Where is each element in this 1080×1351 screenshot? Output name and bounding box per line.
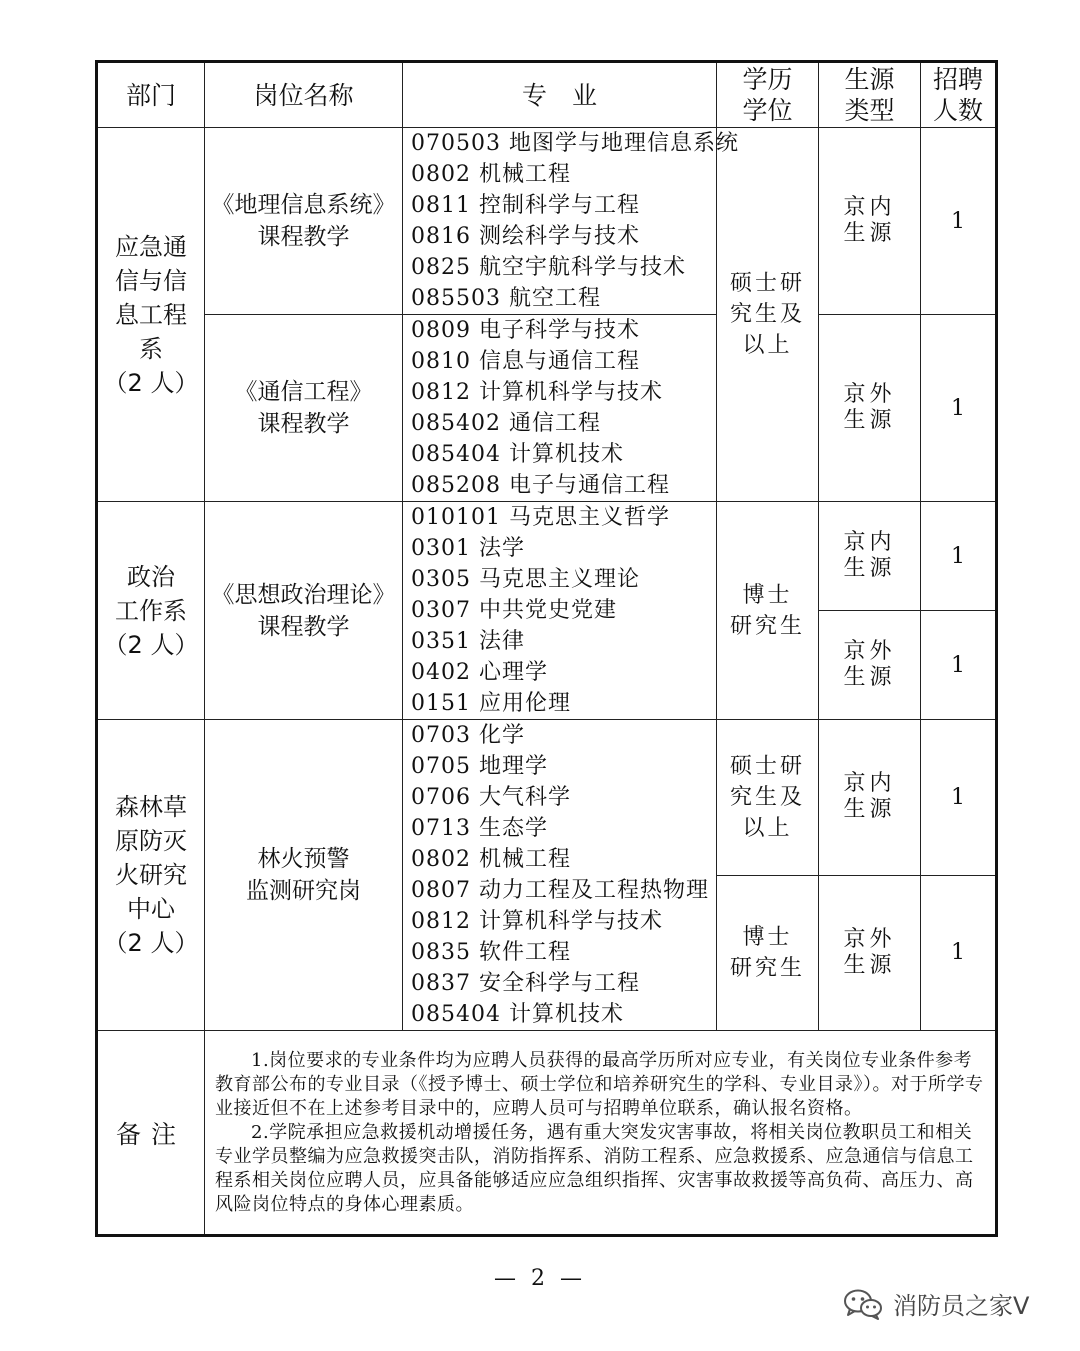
majors-cell: 0809 电子科学与技术 0810 信息与通信工程 0812 计算机科学与技术 085402 通信工程 085404 计算机技术 085208 电子与通信工程 [403, 315, 717, 502]
table-row [97, 502, 997, 611]
table-row [97, 720, 997, 876]
remarks-row [97, 1031, 997, 1236]
majors-cell: 010101 马克思主义哲学 0301 法学 0305 马克思主义理论 0307 中共党史党建 0351 法律 0402 心理学 0151 应用伦理 [403, 502, 717, 720]
header-education: 学历 学位 [717, 62, 819, 128]
position-cell: 《思想政治理论》 课程教学 [205, 502, 403, 720]
source-cell: 京外 生源 [819, 315, 921, 502]
position-cell: 林火预警 监测研究岗 [205, 720, 403, 1031]
remark-item: 1.岗位要求的专业条件均为应聘人员获得的最高学历所对应专业，有关岗位专业条件参考教育部公布的专业目录（《授予博士、硕士学位和培养研究生的学科、专业目录》）。对于所学专业接近但不在上述参考目录中的，应聘人员可与招聘单位联系，确认报名资格。 [215, 1049, 984, 1119]
count-cell: 1 [921, 720, 997, 876]
position-cell: 《地理信息系统》 课程教学 [205, 128, 403, 315]
education-cell: 硕士研 究生及 以上 [717, 128, 819, 502]
source-cell: 京内 生源 [819, 502, 921, 611]
dept-cell: 森林草 原防灭 火研究 中心 （2 人） [97, 720, 205, 1031]
header-dept: 部门 [97, 62, 205, 128]
recruitment-table [95, 60, 998, 1237]
header-position: 岗位名称 [205, 62, 403, 128]
dept-cell: 应急通 信与信 息工程 系 （2 人） [97, 128, 205, 502]
dept-cell: 政治 工作系 （2 人） [97, 502, 205, 720]
wechat-icon [843, 1288, 883, 1320]
source-cell: 京外 生源 [819, 875, 921, 1031]
source-cell: 京内 生源 [819, 720, 921, 876]
count-cell: 1 [921, 875, 997, 1031]
source-cell: 京外 生源 [819, 611, 921, 720]
source-cell: 京内 生源 [819, 128, 921, 315]
remark-item: 2.学院承担应急救援机动增援任务，遇有重大突发灾害事故，将相关岗位教职员工和相关专业学员整编为应急救援突击队，消防指挥系、消防工程系、应急救援系、应急通信与信息工程系相关岗位应聘人员，应具备能够适应应急组织指挥、灾害事故救援等高负荷、高压力、高风险岗位特点的身体心理素质。 [215, 1121, 974, 1215]
header-source: 生源 类型 [819, 62, 921, 128]
education-cell: 硕士研 究生及 以上 [717, 720, 819, 876]
page-number: — 2 — [494, 1266, 586, 1291]
remarks-text [205, 1031, 997, 1236]
table-row [97, 315, 997, 502]
header-count: 招聘 人数 [921, 62, 997, 128]
count-cell: 1 [921, 315, 997, 502]
majors-cell: 0703 化学 0705 地理学 0706 大气科学 0713 生态学 0802 机械工程 0807 动力工程及工程热物理 0812 计算机科学与技术 0835 软件工程 0837 安全科学与工程 085404 计算机技术 [403, 720, 717, 1031]
majors-cell: 070503 地图学与地理信息系统 0802 机械工程 0811 控制科学与工程 0816 测绘科学与技术 0825 航空宇航科学与技术 085503 航空工程 [403, 128, 717, 315]
count-cell: 1 [921, 502, 997, 611]
table-row [97, 128, 997, 315]
watermark [843, 1286, 1029, 1321]
education-cell: 博士 研究生 [717, 502, 819, 720]
education-cell: 博士 研究生 [717, 875, 819, 1031]
header-major: 专 业 [403, 62, 717, 128]
position-cell: 《通信工程》 课程教学 [205, 315, 403, 502]
remarks-label: 备注 [97, 1031, 205, 1236]
watermark-text: 消防员之家V [893, 1292, 1030, 1320]
count-cell: 1 [921, 128, 997, 315]
header-row [97, 62, 997, 128]
count-cell: 1 [921, 611, 997, 720]
